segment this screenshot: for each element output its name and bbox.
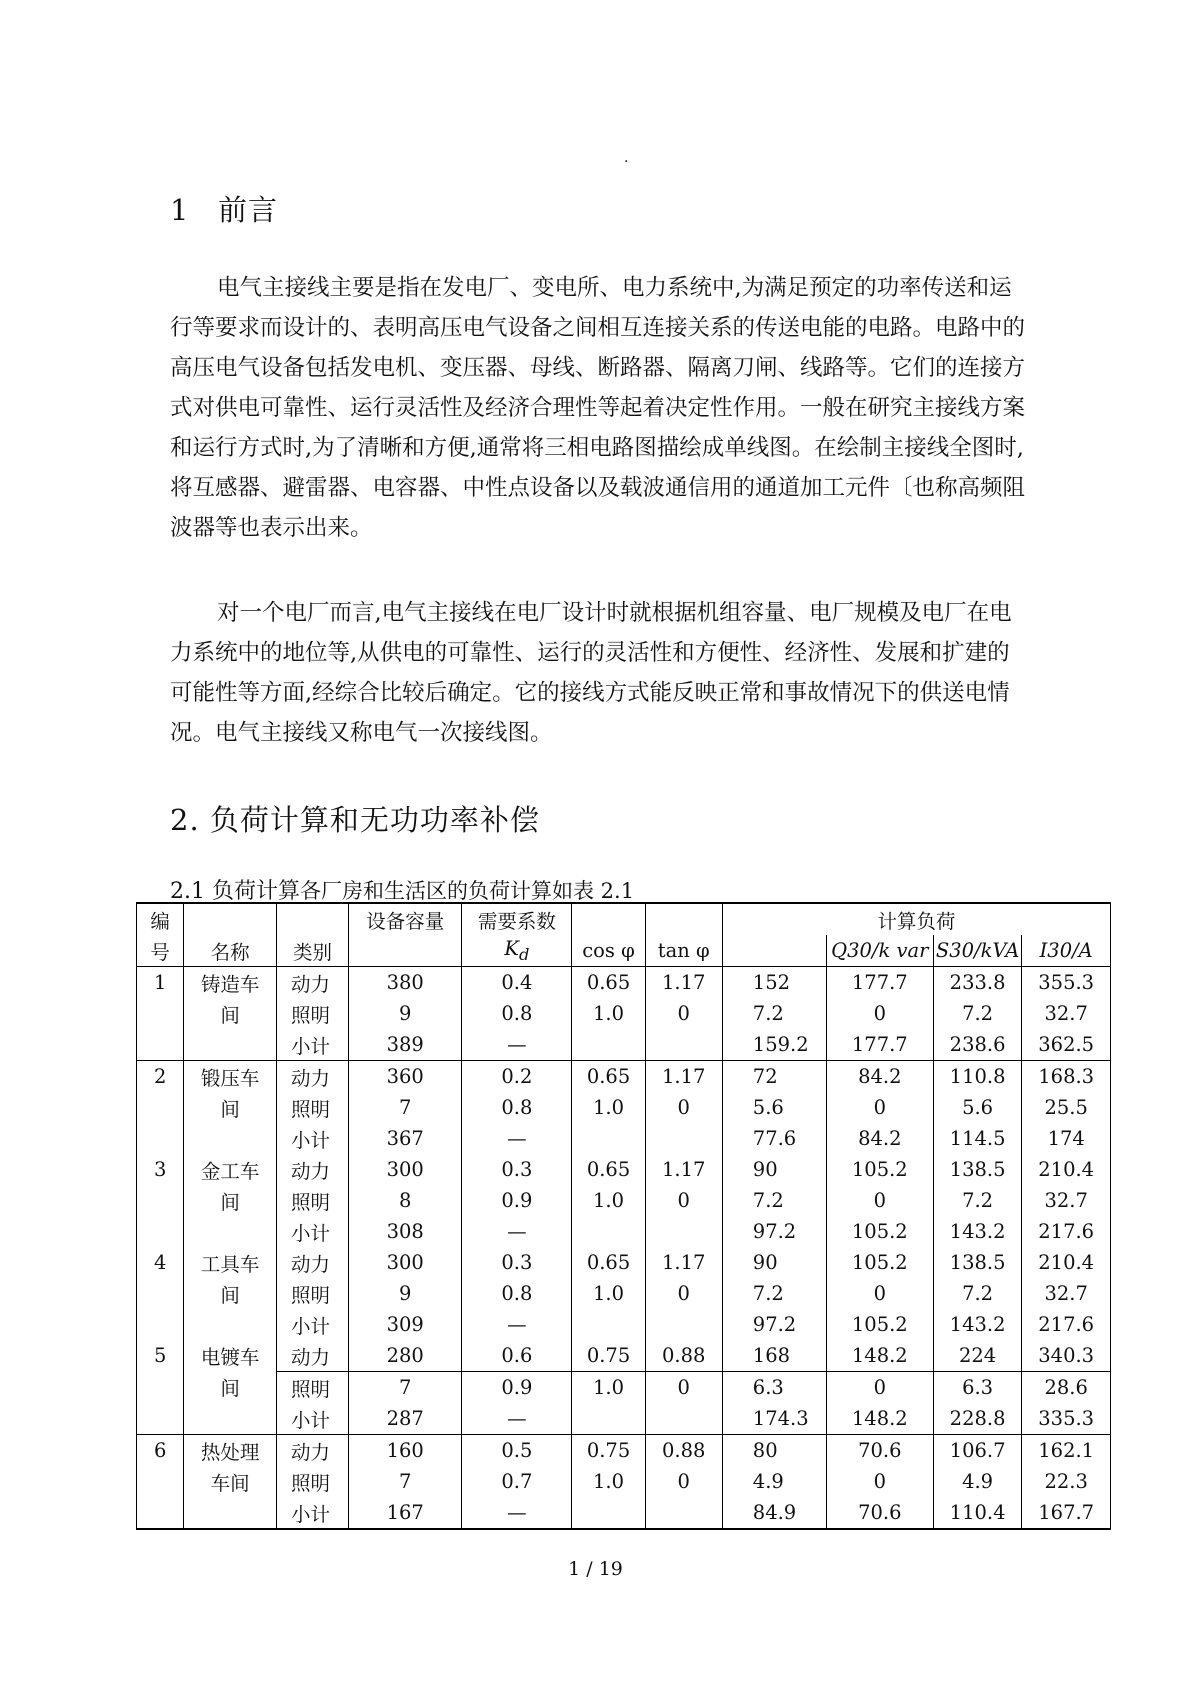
load-type: 动力 (277, 1061, 349, 1093)
value-cell: — (462, 1309, 572, 1340)
load-type: 照明 (277, 1372, 349, 1404)
load-type: 小计 (277, 1403, 349, 1435)
paragraph-line: 和运行方式时,为了清晰和方便,通常将三相电路图描绘成单线图。在绘制主接线全图时, (170, 435, 1024, 461)
load-type: 小计 (277, 1309, 349, 1340)
header-cell-tan: tan φ (645, 935, 722, 967)
value-cell: 389 (349, 1029, 462, 1061)
workshop-name: 间 (184, 1372, 277, 1404)
header-cell: 号 (137, 935, 184, 967)
value-cell: 224 (933, 1340, 1022, 1372)
row-number (137, 998, 184, 1029)
table-caption (170, 874, 634, 905)
value-cell (645, 1216, 722, 1247)
load-type: 动力 (277, 1247, 349, 1278)
load-type: 照明 (277, 998, 349, 1029)
value-cell: 162.1 (1022, 1435, 1111, 1467)
value-cell: 110.4 (933, 1497, 1022, 1529)
workshop-name: 间 (184, 998, 277, 1029)
value-cell: — (462, 1216, 572, 1247)
value-cell: 0 (645, 1185, 722, 1216)
value-cell: 4.9 (722, 1466, 826, 1497)
value-cell: 106.7 (933, 1435, 1022, 1467)
value-cell: 0 (645, 1466, 722, 1497)
value-cell (572, 1123, 645, 1154)
value-cell: 80 (722, 1435, 826, 1467)
value-cell: 148.2 (826, 1403, 933, 1435)
value-cell: 308 (349, 1216, 462, 1247)
paragraph-2 (170, 593, 1084, 753)
workshop-name (184, 1029, 277, 1061)
header-cell: 名称 (184, 935, 277, 967)
section-2-heading: 2. 负荷计算和无功功率补偿 (170, 803, 540, 837)
value-cell: 1.17 (645, 1154, 722, 1185)
header-cell (277, 903, 349, 935)
table-header-row-1 (137, 903, 1111, 935)
row-number: 5 (137, 1340, 184, 1372)
table-row (137, 967, 1111, 999)
load-calculation-table (136, 902, 1111, 1530)
value-cell: 160 (349, 1435, 462, 1467)
table-row (137, 1435, 1111, 1467)
value-cell: — (462, 1123, 572, 1154)
workshop-name: 间 (184, 1185, 277, 1216)
load-type: 动力 (277, 1435, 349, 1467)
header-cell-calc-load: 计算负荷 (722, 903, 1110, 935)
value-cell: 90 (722, 1154, 826, 1185)
header-cell (184, 903, 277, 935)
value-cell: 9 (349, 998, 462, 1029)
row-number (137, 1185, 184, 1216)
header-cell (572, 903, 645, 935)
header-cell-cos: cos φ (572, 935, 645, 967)
value-cell: 0 (645, 1278, 722, 1309)
page-number: 1 / 19 (568, 1558, 623, 1580)
value-cell: 1.17 (645, 967, 722, 999)
workshop-name: 间 (184, 1278, 277, 1309)
load-type: 小计 (277, 1216, 349, 1247)
paragraph-line: 可能性等方面,经综合比较后确定。它的接线方式能反映正常和事故情况下的供送电情 (170, 680, 1010, 706)
value-cell: 143.2 (933, 1216, 1022, 1247)
value-cell: 6.3 (933, 1372, 1022, 1404)
value-cell: 32.7 (1022, 998, 1111, 1029)
value-cell: 9 (349, 1278, 462, 1309)
value-cell: 177.7 (826, 1029, 933, 1061)
row-number (137, 1403, 184, 1435)
workshop-name: 铸造车 (184, 967, 277, 999)
workshop-name (184, 1123, 277, 1154)
load-type: 照明 (277, 1278, 349, 1309)
header-cell-kd (462, 935, 572, 967)
header-cell: 编 (137, 903, 184, 935)
paragraph-line: 行等要求而设计的、表明高压电气设备之间相互连接关系的传送电能的电路。电路中的 (170, 315, 1026, 341)
value-cell: 0.75 (572, 1435, 645, 1467)
workshop-name: 间 (184, 1092, 277, 1123)
value-cell: 0.4 (462, 967, 572, 999)
paragraph-line: 电气主接线主要是指在发电厂、变电所、电力系统中,为满足预定的功率传送和运 (217, 275, 1012, 301)
value-cell: 280 (349, 1340, 462, 1372)
value-cell: 77.6 (722, 1123, 826, 1154)
value-cell: 367 (349, 1123, 462, 1154)
table-row (137, 1247, 1111, 1278)
table-row (137, 1029, 1111, 1061)
value-cell: 0.3 (462, 1247, 572, 1278)
value-cell: 110.8 (933, 1061, 1022, 1093)
value-cell: — (462, 1029, 572, 1061)
value-cell: 0 (826, 998, 933, 1029)
value-cell: 148.2 (826, 1340, 933, 1372)
table-row (137, 1372, 1111, 1404)
workshop-name (184, 1309, 277, 1340)
value-cell: 0.8 (462, 998, 572, 1029)
section-1-heading (170, 188, 278, 229)
row-number (137, 1123, 184, 1154)
load-type: 照明 (277, 1466, 349, 1497)
value-cell: 300 (349, 1247, 462, 1278)
value-cell: 174.3 (722, 1403, 826, 1435)
paragraph-line: 波器等也表示出来。 (170, 515, 373, 541)
value-cell: 7.2 (722, 998, 826, 1029)
value-cell: 0.2 (462, 1061, 572, 1093)
row-number: 2 (137, 1061, 184, 1093)
workshop-name: 电镀车 (184, 1340, 277, 1372)
value-cell: 28.6 (1022, 1372, 1111, 1404)
value-cell: 0.65 (572, 1247, 645, 1278)
value-cell: 32.7 (1022, 1185, 1111, 1216)
value-cell: 0.6 (462, 1340, 572, 1372)
value-cell: — (462, 1497, 572, 1529)
table-row (137, 1061, 1111, 1093)
value-cell: 1.17 (645, 1061, 722, 1093)
value-cell: 300 (349, 1154, 462, 1185)
value-cell: 105.2 (826, 1154, 933, 1185)
workshop-name: 车间 (184, 1466, 277, 1497)
table-row (137, 998, 1111, 1029)
caption-text: 各厂房和生活区的负荷计算如表 2.1 (299, 879, 635, 903)
value-cell: 1.17 (645, 1247, 722, 1278)
value-cell (645, 1497, 722, 1529)
value-cell (645, 1029, 722, 1061)
load-type: 动力 (277, 1340, 349, 1372)
value-cell: 174 (1022, 1123, 1111, 1154)
value-cell: 0.75 (572, 1340, 645, 1372)
value-cell: 1.0 (572, 1372, 645, 1404)
value-cell: 228.8 (933, 1403, 1022, 1435)
value-cell: 233.8 (933, 967, 1022, 999)
value-cell: 0.65 (572, 1154, 645, 1185)
value-cell: 1.0 (572, 998, 645, 1029)
load-type: 动力 (277, 1154, 349, 1185)
value-cell: 7 (349, 1092, 462, 1123)
value-cell: 0.8 (462, 1092, 572, 1123)
value-cell: 105.2 (826, 1309, 933, 1340)
value-cell: 138.5 (933, 1154, 1022, 1185)
table-row (137, 1154, 1111, 1185)
workshop-name (184, 1497, 277, 1529)
value-cell: 159.2 (722, 1029, 826, 1061)
value-cell: 84.9 (722, 1497, 826, 1529)
value-cell (645, 1403, 722, 1435)
load-type: 照明 (277, 1185, 349, 1216)
value-cell: 105.2 (826, 1247, 933, 1278)
value-cell (572, 1216, 645, 1247)
value-cell: 90 (722, 1247, 826, 1278)
header-cell (722, 935, 826, 967)
value-cell: 217.6 (1022, 1309, 1111, 1340)
value-cell: 168 (722, 1340, 826, 1372)
row-number: 3 (137, 1154, 184, 1185)
paragraph-line: 况。电气主接线又称电气一次接线图。 (170, 720, 553, 746)
kd-symbol: K (504, 937, 519, 961)
section-1-title: 前言 (218, 193, 279, 227)
value-cell: 210.4 (1022, 1154, 1111, 1185)
value-cell: 84.2 (826, 1123, 933, 1154)
paragraph-line: 将互感器、避雷器、电容器、中性点设备以及载波通信用的通道加工元件〔也称高频阻 (170, 475, 1026, 501)
row-number (137, 1372, 184, 1404)
paragraph-1 (170, 268, 1084, 548)
value-cell: 0.8 (462, 1278, 572, 1309)
table-header-row-2 (137, 935, 1111, 967)
paragraph-line: 力系统中的地位等,从供电的可靠性、运行的灵活性和方便性、经济性、发展和扩建的 (170, 640, 1010, 666)
value-cell: 287 (349, 1403, 462, 1435)
value-cell: 217.6 (1022, 1216, 1111, 1247)
value-cell: 238.6 (933, 1029, 1022, 1061)
table-row (137, 1278, 1111, 1309)
workshop-name: 锻压车 (184, 1061, 277, 1093)
value-cell: 97.2 (722, 1216, 826, 1247)
value-cell: 0 (645, 1092, 722, 1123)
value-cell: 210.4 (1022, 1247, 1111, 1278)
row-number (137, 1216, 184, 1247)
value-cell: 72 (722, 1061, 826, 1093)
value-cell: 7.2 (722, 1278, 826, 1309)
table-row (137, 1092, 1111, 1123)
header-cell (349, 935, 462, 967)
value-cell: 177.7 (826, 967, 933, 999)
value-cell: 335.3 (1022, 1403, 1111, 1435)
header-cell (645, 903, 722, 935)
value-cell: 105.2 (826, 1216, 933, 1247)
workshop-name: 工具车 (184, 1247, 277, 1278)
header-cell-q30 (826, 935, 933, 967)
value-cell: 0 (645, 998, 722, 1029)
value-cell: 7.2 (933, 998, 1022, 1029)
value-cell: 167.7 (1022, 1497, 1111, 1529)
row-number: 6 (137, 1435, 184, 1467)
paragraph-line: 对一个电厂而言,电气主接线在电厂设计时就根据机组容量、电厂规模及电厂在电 (217, 600, 1012, 626)
value-cell (572, 1403, 645, 1435)
row-number: 1 (137, 967, 184, 999)
load-type: 小计 (277, 1123, 349, 1154)
value-cell: 0.65 (572, 967, 645, 999)
value-cell: 70.6 (826, 1435, 933, 1467)
value-cell: 114.5 (933, 1123, 1022, 1154)
value-cell: 152 (722, 967, 826, 999)
row-number (137, 1029, 184, 1061)
value-cell: 0.65 (572, 1061, 645, 1093)
value-cell: 5.6 (933, 1092, 1022, 1123)
value-cell: 0.88 (645, 1340, 722, 1372)
header-cell: 需要系数 (462, 903, 572, 935)
value-cell: 84.2 (826, 1061, 933, 1093)
i30-label: I30/A (1039, 939, 1093, 962)
value-cell: 5.6 (722, 1092, 826, 1123)
value-cell: 167 (349, 1497, 462, 1529)
value-cell: 340.3 (1022, 1340, 1111, 1372)
paragraph-line: 高压电气设备包括发电机、变压器、母线、断路器、隔离刀闸、线路等。它们的连接方 (170, 355, 1026, 381)
value-cell: 355.3 (1022, 967, 1111, 999)
value-cell (645, 1123, 722, 1154)
load-type: 照明 (277, 1092, 349, 1123)
value-cell: 380 (349, 967, 462, 999)
value-cell: 0 (826, 1185, 933, 1216)
table-row (137, 1309, 1111, 1340)
value-cell (572, 1309, 645, 1340)
value-cell (572, 1497, 645, 1529)
value-cell: 7 (349, 1466, 462, 1497)
value-cell: 362.5 (1022, 1029, 1111, 1061)
workshop-name (184, 1216, 277, 1247)
header-cell: 设备容量 (349, 903, 462, 935)
value-cell: 1.0 (572, 1466, 645, 1497)
row-number (137, 1092, 184, 1123)
q30-label: Q30/k var (831, 939, 929, 962)
value-cell: 0.3 (462, 1154, 572, 1185)
row-number (137, 1278, 184, 1309)
table-row (137, 1340, 1111, 1372)
table-row (137, 1497, 1111, 1529)
workshop-name: 金工车 (184, 1154, 277, 1185)
load-type: 动力 (277, 967, 349, 999)
value-cell: 360 (349, 1061, 462, 1093)
value-cell (572, 1029, 645, 1061)
row-number: 4 (137, 1247, 184, 1278)
table-row (137, 1466, 1111, 1497)
workshop-name: 热处理 (184, 1435, 277, 1467)
value-cell (645, 1309, 722, 1340)
value-cell: 8 (349, 1185, 462, 1216)
value-cell: 1.0 (572, 1092, 645, 1123)
value-cell: 6.3 (722, 1372, 826, 1404)
value-cell: 0 (826, 1278, 933, 1309)
value-cell: 0.88 (645, 1435, 722, 1467)
paragraph-line: 式对供电可靠性、运行灵活性及经济合理性等起着决定性作用。一般在研究主接线方案 (170, 395, 1026, 421)
value-cell: 0 (826, 1092, 933, 1123)
table-row (137, 1123, 1111, 1154)
value-cell: 22.3 (1022, 1466, 1111, 1497)
row-number (137, 1497, 184, 1529)
value-cell: 0.5 (462, 1435, 572, 1467)
value-cell: 0.7 (462, 1466, 572, 1497)
row-number (137, 1466, 184, 1497)
page-marker: . (624, 150, 629, 166)
value-cell: 25.5 (1022, 1092, 1111, 1123)
value-cell: 0.9 (462, 1372, 572, 1404)
value-cell: 309 (349, 1309, 462, 1340)
section-1-number: 1 (170, 193, 190, 227)
value-cell: 7.2 (933, 1278, 1022, 1309)
value-cell: 168.3 (1022, 1061, 1111, 1093)
value-cell: 0.9 (462, 1185, 572, 1216)
value-cell: 0 (645, 1372, 722, 1404)
value-cell: 0 (826, 1372, 933, 1404)
kd-subscript: d (518, 944, 530, 964)
subsection-title: 2.1 负荷计算 (170, 879, 300, 904)
table-row (137, 1403, 1111, 1435)
row-number (137, 1309, 184, 1340)
header-cell: 类别 (277, 935, 349, 967)
workshop-name (184, 1403, 277, 1435)
load-type: 小计 (277, 1029, 349, 1061)
table-row (137, 1185, 1111, 1216)
value-cell: 143.2 (933, 1309, 1022, 1340)
value-cell: 7.2 (933, 1185, 1022, 1216)
value-cell: 70.6 (826, 1497, 933, 1529)
value-cell: — (462, 1403, 572, 1435)
value-cell: 1.0 (572, 1185, 645, 1216)
value-cell: 7 (349, 1372, 462, 1404)
value-cell: 1.0 (572, 1278, 645, 1309)
table-row (137, 1216, 1111, 1247)
value-cell: 7.2 (722, 1185, 826, 1216)
value-cell: 97.2 (722, 1309, 826, 1340)
value-cell: 32.7 (1022, 1278, 1111, 1309)
value-cell: 138.5 (933, 1247, 1022, 1278)
value-cell: 0 (826, 1466, 933, 1497)
header-cell-s30 (933, 935, 1022, 967)
load-type: 小计 (277, 1497, 349, 1529)
value-cell: 4.9 (933, 1466, 1022, 1497)
header-cell-i30 (1022, 935, 1111, 967)
s30-label: S30/kVA (935, 939, 1020, 962)
